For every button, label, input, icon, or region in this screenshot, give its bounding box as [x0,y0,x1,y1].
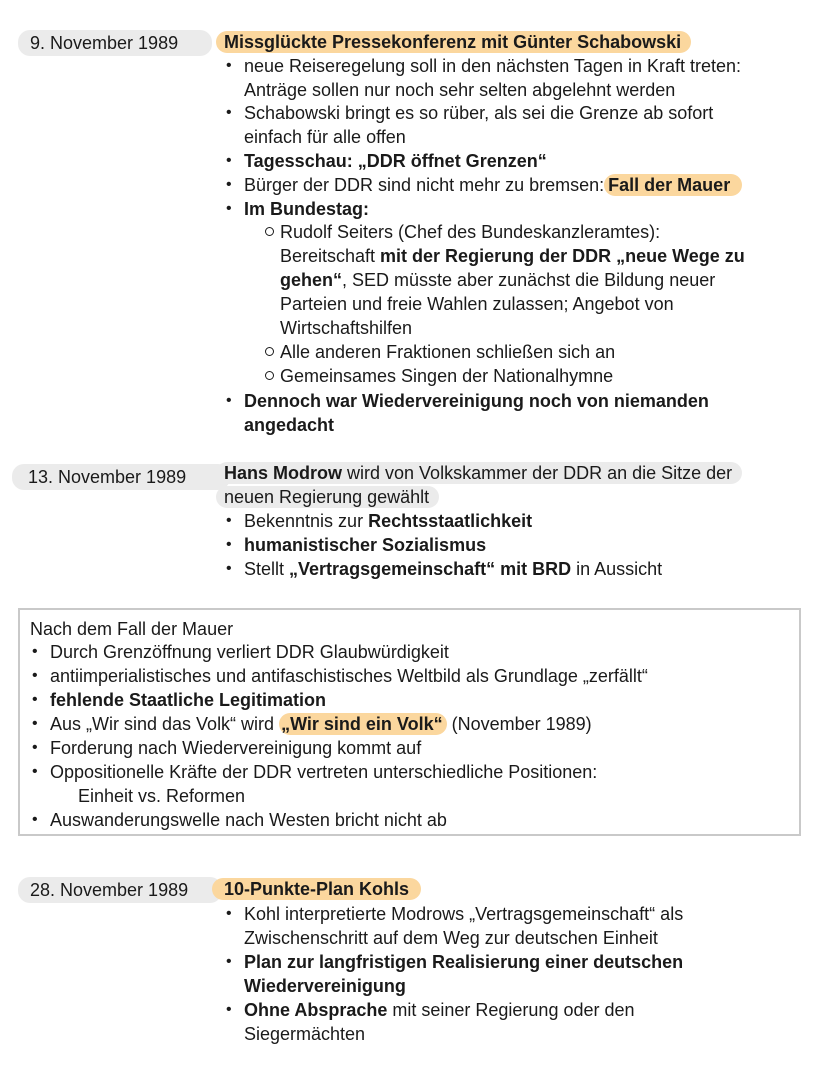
sub-bullet-icon [265,227,274,236]
s3-bullet3-line2: Siegermächten [244,1024,366,1044]
date-text: 9. November 1989 [30,33,179,53]
s3-bullet3-line1 [244,998,635,1022]
bullet-icon: • [32,643,38,660]
s1-bullet4 [244,173,742,197]
bullet-icon: • [226,512,232,529]
s1-sub1-line4: Parteien und freie Wahlen zulassen; Angebot von [280,294,674,314]
bullet-icon: • [32,763,38,780]
box-bullet5: Forderung nach Wiedervereinigung kommt auf [50,738,422,758]
s1-bullet6-line2 [244,413,334,437]
section-title-modrow [216,461,742,485]
s1-bullet3 [244,149,547,173]
bullet-icon: • [32,667,38,684]
s2-bullet1-b: Rechtsstaatlichkeit [368,511,533,531]
highlight-title: Missglückte Pressekonferenz mit Günter Schabowski [216,31,691,53]
box-bullet3 [50,688,326,712]
section-title-kohl [212,877,421,901]
s1-bullet1-line1: neue Reiseregelung soll in den nächsten Tagen in Kraft treten: [244,56,742,76]
date-text: 13. November 1989 [28,467,187,487]
s1-bullet2-line2: einfach für alle offen [244,127,406,147]
modrow-name: Hans Modrow [224,463,343,483]
bullet-icon: • [226,200,232,217]
s3-bullet3-b: mit seiner Regierung oder den [387,1000,635,1020]
s1-sub1-line2 [280,244,745,268]
s1-sub1-line3-b: , SED müsste aber zunächst die Bildung neuer [342,270,716,290]
s3-bullet2-line1 [244,950,683,974]
s1-sub1-line2-a: Bereitschaft [280,246,381,266]
section-title-schabowski [216,30,691,54]
s1-bullet4-colon: : [599,175,605,195]
s1-sub1-line5: Wirtschaftshilfen [280,318,413,338]
s1-bullet6-text: Dennoch war Wiedervereinigung noch von niemanden [244,391,709,411]
s2-bullet3-c: in Aussicht [571,559,663,579]
s3-bullet1-line2: Zwischenschritt auf dem Weg zur deutschen Einheit [244,928,658,948]
date-text: 28. November 1989 [30,880,189,900]
box-heading: Nach dem Fall der Mauer [30,619,234,639]
highlight-fall-der-mauer: Fall der Mauer [604,174,742,196]
box-bullet3-text: fehlende Staatliche Legitimation [50,690,327,710]
s1-bullet2-line1: Schabowski bringt es so rüber, als sei die Grenze ab sofort [244,103,714,123]
s1-bullet4-text: Bürger der DDR sind nicht mehr zu bremsen [244,175,600,195]
s3-bullet1-line1: Kohl interpretierte Modrows „Vertragsgemeinschaft“ als [244,904,684,924]
date-label-nov-13 [12,464,230,490]
modrow-title-line2: neuen Regierung gewählt [216,486,439,508]
s1-sub3: Gemeinsames Singen der Nationalhymne [280,366,614,386]
s2-bullet3-a: Stellt [244,559,290,579]
s2-bullet3 [244,557,662,581]
bullet-icon: • [226,560,232,577]
s1-bullet6-line1 [244,389,709,413]
box-bullet4-c: (November 1989) [446,714,592,734]
s2-bullet2 [244,533,486,557]
s1-bullet1-line2: Anträge sollen nur noch sehr selten abgelehnt werden [244,80,676,100]
s2-bullet3-b: „Vertragsgemeinschaft“ mit BRD [289,559,572,579]
s2-bullet1-a: Bekenntnis zur [244,511,369,531]
s3-bullet2-text2: Wiedervereinigung [244,976,406,996]
highlight-kohl-plan: 10-Punkte-Plan Kohls [212,878,421,900]
modrow-title-rest: wird von Volkskammer der DDR an die Sitze der [342,463,733,483]
s1-sub1-line2-b: mit der Regierung der DDR „neue Wege zu [380,246,745,266]
box-bullet6-line2: Einheit vs. Reformen [78,786,246,806]
s3-bullet2-line2 [244,974,406,998]
highlight-wir-sind-ein-volk: „Wir sind ein Volk“ [279,713,447,735]
s3-bullet3-a: Ohne Absprache [244,1000,388,1020]
bullet-icon: • [226,905,232,922]
sub-bullet-icon [265,371,274,380]
bullet-icon: • [226,104,232,121]
bullet-icon: • [32,715,38,732]
s2-bullet2-text: humanistischer Sozialismus [244,535,487,555]
box-bullet2: antiimperialistisches und antifaschistisches Weltbild als Grundlage „zerfällt“ [50,666,648,686]
box-bullet4-a: Aus „Wir sind das Volk“ wird [50,714,280,734]
s1-sub1-line3 [280,268,715,292]
bullet-icon: • [32,691,38,708]
bullet-icon: • [226,1001,232,1018]
bundestag-text: Im Bundestag: [244,199,370,219]
s1-sub1-line1: Rudolf Seiters (Chef des Bundeskanzleramtes): [280,222,661,242]
sub-bullet-icon [265,347,274,356]
box-bullet6-line1: Oppositionelle Kräfte der DDR vertreten unterschiedliche Positionen: [50,762,598,782]
s1-sub1-line3-a: gehen“ [280,270,343,290]
bullet-icon: • [226,57,232,74]
box-bullet7: Auswanderungswelle nach Westen bricht nicht ab [50,810,447,830]
tagesschau-text: Tagesschau: „DDR öffnet Grenzen“ [244,151,547,171]
bullet-icon: • [32,811,38,828]
bullet-icon: • [226,392,232,409]
bullet-icon: • [32,739,38,756]
s3-bullet2-text: Plan zur langfristigen Realisierung einer deutschen [244,952,684,972]
s1-sub2: Alle anderen Fraktionen schließen sich an [280,342,616,362]
bullet-icon: • [226,953,232,970]
bullet-icon: • [226,176,232,193]
date-label-nov-9 [18,30,212,56]
bullet-icon: • [226,536,232,553]
modrow-title-highlight [216,462,742,484]
s2-bullet1 [244,509,532,533]
s1-bullet5 [244,197,369,221]
s1-bullet6-text2: angedacht [244,415,335,435]
bullet-icon: • [226,152,232,169]
box-bullet4 [50,712,592,736]
box-bullet1: Durch Grenzöffnung verliert DDR Glaubwürdigkeit [50,642,449,662]
section-title-modrow-line2 [216,485,439,509]
date-label-nov-28 [18,877,222,903]
